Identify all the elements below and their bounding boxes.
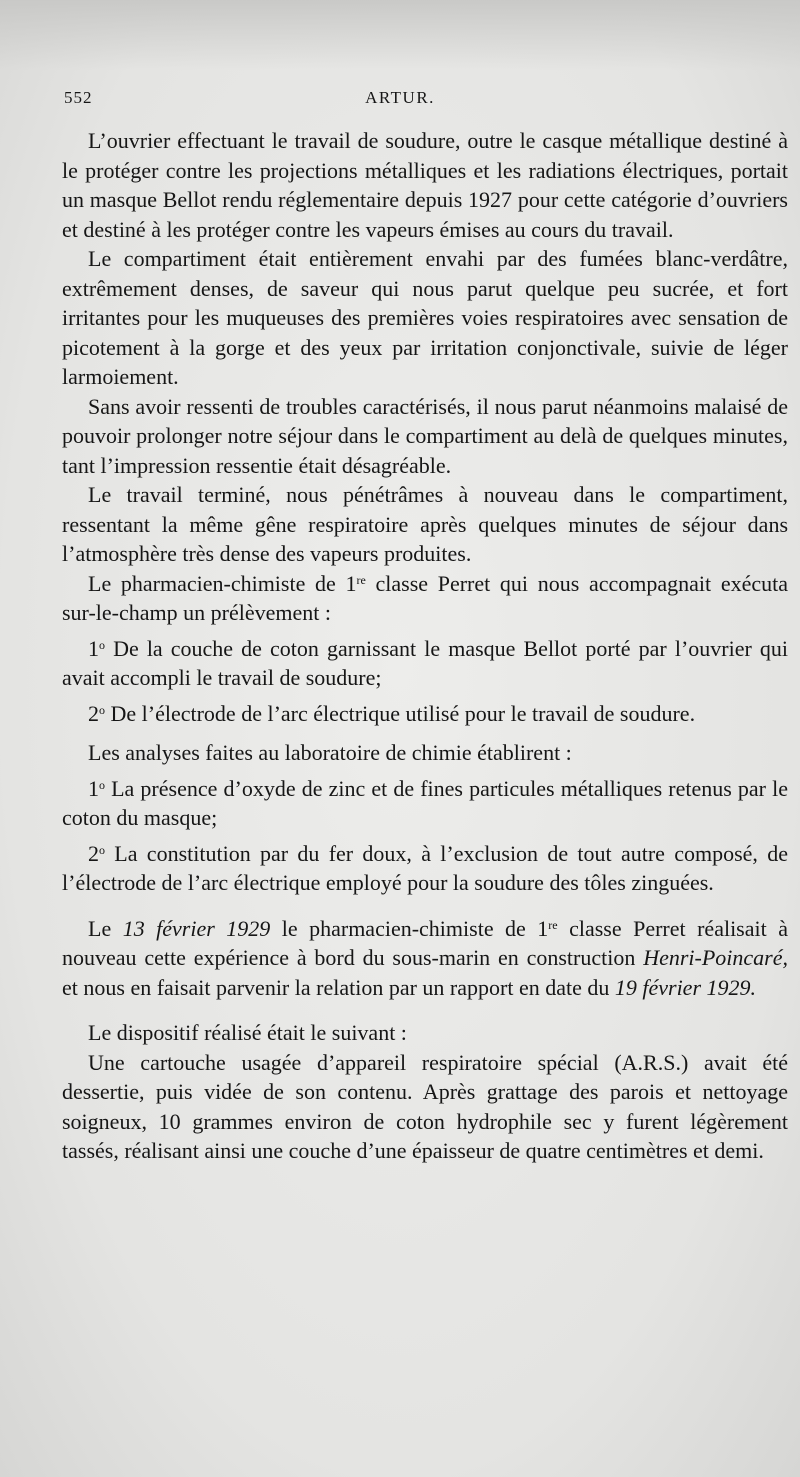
running-head: ARTUR. (365, 88, 435, 107)
date-february-19: 19 février 1929. (614, 974, 757, 1000)
paragraph-analyses: Les analyses faites au laboratoire de chimie établirent : (88, 740, 572, 765)
paragraph-discomfort: Sans avoir ressenti de troubles caractérisés, il nous parut néanmoins malaisé de pouvoir prolonger notre séjour dans le compartiment au delà de quelques minutes, tant l’impression ressentie était désagréable. (62, 393, 788, 478)
ship-name: Henri-Poincaré, (643, 945, 788, 970)
paragraph-setup: Le dispositif réalisé était le suivant : (88, 1020, 407, 1045)
paragraph-sampling: Le pharmacien-chimiste de 1re classe Perret qui nous accompagnait exécuta sur-le-champ un prélèvement : (62, 570, 788, 625)
list-item-sample-1: 1$^o$ De la couche de coton garnissant le masque Bellot porté par l’ouvrier qui avait accompli le travail de soudure; (62, 635, 788, 690)
list-item-sample-2: 2$^o$ De l’électrode de l’arc électrique utilisé pour le travail de soudure. (88, 700, 696, 726)
body-text (62, 126, 788, 1166)
paragraph-welder-mask: L’ouvrier effectuant le travail de soudure, outre le casque métallique destiné à le protéger contre les projections métalliques et les radiations électriques, portait un masque Bellot rendu réglementaire depuis 1927 pour cette catégorie d’ouvriers et destiné à les protéger contre les vapeurs émises au cours du travail. (62, 128, 788, 242)
page-header (64, 88, 736, 114)
paragraph-cartridge: Une cartouche usagée d’appareil respiratoire spécial (A.R.S.) avait été dessertie, puis vidée de son contenu. Après grattage des parois et nettoyage soigneux, 10 grammes environ de coton hydrophile sec y furent légèrement tassés, réalisant ainsi une couche d’une épaisseur de quatre centimètres et demi. (62, 1049, 788, 1163)
list-item-result-2: 2$^o$ La constitution par du fer doux, à l’exclusion de tout autre composé, de l’électrode de l’arc électrique employé pour la soudure des tôles zinguées. (62, 840, 788, 895)
page-number: 552 (64, 88, 93, 107)
date-february-13: 13 février 1929 (122, 915, 271, 941)
paragraph-second-experiment: Le 13 février 1929 le pharmacien-chimiste de 1re classe Perret réalisait à nouveau cette expérience à bord du sous-marin en construction Henri-Poincaré, et nous en faisait parvenir la relation par un rapport en date du 19 février 1929. (62, 915, 788, 1000)
list-item-result-1: 1$^o$ La présence d’oxyde de zinc et de fines particules métalliques retenus par le coton du masque; (62, 775, 788, 830)
paragraph-fumes: Le compartiment était entièrement envahi par des fumées blanc-verdâtre, extrêmement denses, de saveur qui nous parut quelque peu sucrée, et fort irritantes pour les muqueuses des premières voies respiratoires avec sensation de picotement à la gorge et des yeux par irritation conjonctivale, suivie de léger larmoiement. (62, 246, 788, 389)
paragraph-return: Le travail terminé, nous pénétrâmes à nouveau dans le compartiment, ressentant la même gêne respiratoire après quelques minutes de séjour dans l’atmosphère très dense des vapeurs produites. (62, 482, 788, 566)
